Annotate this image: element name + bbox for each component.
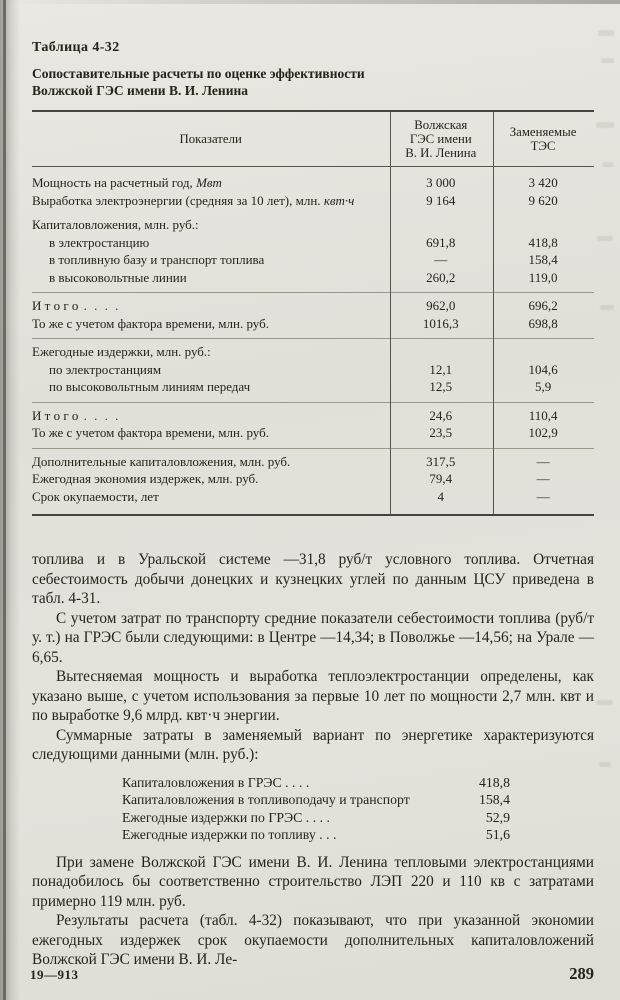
row-value-replaced-tes	[492, 344, 594, 360]
column-header-volzhskaya-ges	[389, 118, 492, 160]
summary-item-label: Ежегодные издержки по ГРЭС . . . .	[122, 809, 330, 825]
column-header-indicators: Показатели	[179, 132, 242, 146]
paragraph: При замене Волжской ГЭС имени В. И. Ленина тепловыми электростанциями понадобилось бы соответственно строительство ЛЭП 220 и 110 кв с затратами примерно 119 млн. руб.	[32, 853, 594, 910]
row-label	[32, 298, 389, 314]
table-row	[32, 269, 594, 287]
summary-item-label: Капиталовложения в ГРЭС . . . .	[122, 774, 310, 790]
table-row	[32, 338, 594, 361]
binding-line	[3, 0, 6, 1000]
row-label	[32, 379, 389, 395]
row-label-text: в высоковольтные линии	[49, 269, 187, 285]
print-signature: 19—913	[30, 967, 79, 982]
row-value-volzhskaya-ges: 24,6	[429, 407, 453, 423]
summary-item	[122, 791, 510, 809]
table-row	[32, 174, 594, 192]
scan-artifact	[596, 700, 613, 705]
row-label-text: И т о г о	[32, 407, 79, 423]
row-value-replaced-tes: —	[536, 471, 550, 486]
row-label-text: в электростанцию	[49, 234, 150, 250]
row-value-replaced-tes: 158,4	[528, 252, 558, 267]
summary-item-value: 52,9	[485, 809, 510, 825]
scan-edge-top	[0, 0, 620, 4]
row-value-replaced-tes: 696,2	[528, 298, 558, 313]
summary-item	[122, 809, 510, 827]
page-number: 289	[569, 964, 594, 983]
summary-item-value: 158,4	[478, 792, 510, 807]
table-row	[32, 488, 594, 506]
header-line: ТЭС	[530, 139, 556, 153]
row-label-text: Ежегодные издержки, млн. руб.:	[32, 344, 211, 359]
row-label	[32, 471, 389, 487]
body-text	[32, 550, 594, 970]
row-value-replaced-tes: 110,4	[528, 407, 558, 423]
row-label-text: Дополнительные капиталовложения, млн. руб.	[32, 453, 291, 469]
row-label	[32, 235, 389, 251]
row-unit: Мвт	[196, 175, 222, 190]
scan-artifact	[599, 762, 611, 767]
row-label	[32, 252, 389, 268]
row-label-text: То же с учетом фактора времени, млн. руб.	[32, 425, 269, 440]
dot-leader: . . . .	[78, 298, 121, 313]
row-value-replaced-tes: —	[536, 453, 550, 469]
scan-artifact	[600, 305, 614, 310]
table-row	[32, 292, 594, 315]
row-label-text: То же с учетом фактора времени, млн. руб.	[32, 315, 269, 331]
row-label	[32, 362, 389, 378]
table-row	[32, 448, 594, 471]
summary-item-label: Ежегодные издержки по топливу . . .	[122, 827, 337, 842]
table-row	[32, 470, 594, 488]
row-label	[32, 270, 389, 286]
row-label	[32, 316, 389, 332]
summary-item-value: 418,8	[478, 774, 510, 790]
page-content	[32, 40, 594, 970]
table-header-row	[32, 112, 594, 167]
header-line: Волжская	[414, 118, 468, 132]
row-value-volzhskaya-ges: 12,5	[429, 379, 453, 394]
row-label	[32, 193, 389, 209]
table-row	[32, 361, 594, 379]
paragraph: топлива и в Уральской системе —31,8 руб/т условного топлива. Отчетная себестоимость добычи донецких и кузнецких углей по данным ЦСУ приведена в табл. 4-31.	[32, 551, 594, 607]
scan-artifact	[597, 236, 613, 241]
row-value-replaced-tes: 698,8	[528, 315, 558, 331]
row-label-text: Срок окупаемости, лет	[32, 488, 159, 504]
table-body	[32, 167, 594, 514]
row-value-replaced-tes: 3 420	[528, 175, 558, 190]
row-label-text: Мощность на расчетный год,	[32, 175, 197, 190]
row-value-replaced-tes	[492, 217, 594, 233]
row-value-volzhskaya-ges: 317,5	[426, 453, 456, 469]
paragraph: Суммарные затраты в заменяемый вариант по энергетике характеризуются следующими данными (млн. руб.):	[32, 726, 594, 763]
comparison-table	[32, 110, 594, 516]
row-label-text: Ежегодная экономия издержек, млн. руб.	[32, 471, 259, 486]
row-value-volzhskaya-ges	[389, 217, 492, 233]
dot-leader: . . . .	[78, 407, 121, 423]
row-value-replaced-tes: 104,6	[528, 361, 558, 377]
table-title-line2: Волжской ГЭС имени В. И. Ленина	[32, 83, 249, 98]
row-value-replaced-tes: 5,9	[534, 379, 552, 394]
column-header-replaced-tes	[492, 125, 594, 153]
row-label	[32, 175, 389, 191]
row-label-text: И т о г о	[32, 298, 79, 313]
row-value-volzhskaya-ges: 1016,3	[422, 315, 459, 331]
row-value-replaced-tes: —	[536, 488, 550, 504]
row-value-volzhskaya-ges: 962,0	[426, 298, 456, 313]
row-label	[32, 489, 389, 505]
row-value-volzhskaya-ges: 79,4	[429, 471, 453, 486]
row-unit: квт·ч	[323, 192, 355, 208]
header-line: В. И. Ленина	[405, 146, 477, 160]
table-caption-number: Таблица 4-32	[32, 40, 120, 55]
summary-item-label: Капиталовложения в топливоподачу и транспорт	[122, 792, 410, 807]
table-title	[32, 65, 594, 99]
row-value-volzhskaya-ges: 691,8	[426, 234, 456, 250]
row-value-replaced-tes: 119,0	[528, 269, 558, 285]
table-row	[32, 216, 594, 234]
header-line: ГЭС имени	[409, 132, 472, 146]
scan-artifact	[598, 30, 614, 36]
table-row	[32, 234, 594, 252]
paragraphs-bottom	[32, 853, 594, 970]
table-row	[32, 315, 594, 333]
row-label	[32, 425, 389, 441]
summary-item	[122, 826, 510, 844]
paragraph: Вытесняемая мощность и выработка теплоэлектростанции определены, как указано выше, с учетом использования за первые 10 лет по мощности 2,7 млн. квт и по выработке 9,6 млрд. квт·ч энергии.	[32, 668, 594, 724]
table-row	[32, 424, 594, 442]
row-label	[32, 344, 389, 360]
paragraphs-top	[32, 550, 594, 765]
table-row	[32, 378, 594, 396]
row-value-replaced-tes: 418,8	[528, 234, 558, 250]
scan-artifact	[596, 122, 614, 128]
row-label	[32, 217, 389, 233]
row-value-volzhskaya-ges: 12,1	[429, 361, 453, 377]
row-label	[32, 454, 389, 470]
paragraph: Результаты расчета (табл. 4-32) показывают, что при указанной экономии ежегодных издержек срок окупаемости дополнительных капиталовложений Волжской ГЭС имени В. И. Ле-	[32, 912, 594, 968]
row-value-replaced-tes: 9 620	[528, 192, 558, 208]
row-label-text: Выработка электроэнергии (средняя за 10 лет), млн.	[32, 192, 324, 208]
summary-cost-list	[122, 774, 510, 844]
paragraph: С учетом затрат по транспорту средние показатели себестоимости топлива (руб/т у. т.) на ГРЭС были следующими: в Центре —14,34; в Поволжье —14,56; на Урале —6,65.	[32, 609, 594, 666]
row-value-volzhskaya-ges: 23,5	[429, 425, 453, 440]
table-title-line1: Сопоставительные расчеты по оценке эффективности	[32, 66, 365, 81]
scan-artifact	[601, 58, 614, 63]
table-row	[32, 251, 594, 269]
row-value-volzhskaya-ges	[389, 344, 492, 360]
row-value-volzhskaya-ges: 9 164	[426, 192, 456, 208]
table-row	[32, 402, 594, 425]
summary-item	[122, 774, 510, 792]
row-label	[32, 408, 389, 424]
summary-item-value: 51,6	[485, 827, 510, 842]
row-value-replaced-tes: 102,9	[528, 425, 558, 440]
table-row	[32, 192, 594, 210]
row-label-text: по электростанциям	[49, 361, 162, 377]
row-label-text: в топливную базу и транспорт топлива	[49, 252, 265, 267]
table-column-rule	[390, 112, 391, 514]
row-label-text: по высоковольтным линиям передач	[49, 379, 251, 394]
row-label-text: Капиталовложения, млн. руб.:	[32, 217, 199, 232]
row-value-volzhskaya-ges: 4	[437, 488, 445, 504]
row-value-volzhskaya-ges: 3 000	[426, 175, 456, 190]
row-value-volzhskaya-ges: —	[434, 252, 448, 267]
page-footer	[30, 964, 594, 984]
header-line: Заменяемые	[509, 125, 577, 139]
row-value-volzhskaya-ges: 260,2	[426, 269, 456, 285]
table-column-rule	[493, 112, 494, 514]
scan-artifact	[602, 162, 614, 167]
